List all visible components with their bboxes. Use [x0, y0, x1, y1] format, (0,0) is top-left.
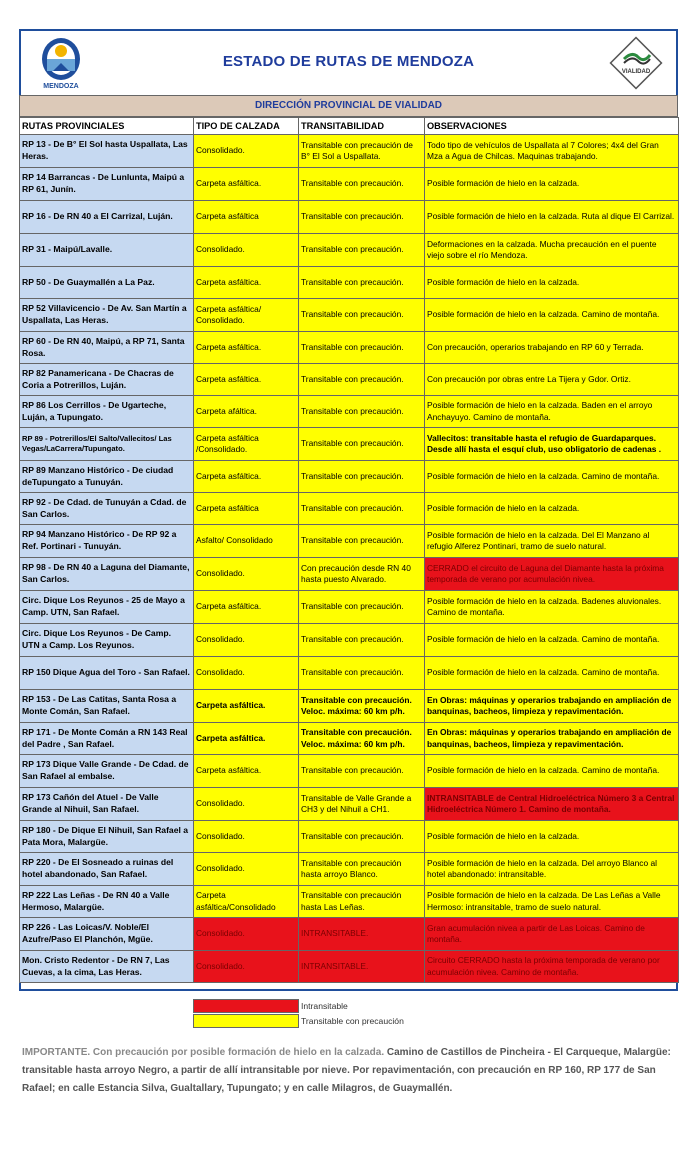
transitabilidad-cell: Transitable de Valle Grande a CH3 y del Nihuil a CH1. [299, 788, 425, 821]
transitabilidad-cell: Transitable con precaución hasta Las Leñas. [299, 886, 425, 918]
route-cell: RP 89 Manzano Histórico - De ciudad deTupungato a Tunuyán. [20, 461, 194, 493]
col-rutas: RUTAS PROVINCIALES [20, 118, 194, 135]
calzada-cell: Carpeta asfáltica [194, 493, 299, 525]
table-row [20, 396, 679, 428]
route-cell: RP 153 - De Las Catitas, Santa Rosa a Monte Comán, San Rafael. [20, 690, 194, 723]
calzada-cell: Carpeta asfáltica. [194, 267, 299, 299]
observaciones-cell: Vallecitos: transitable hasta el refugio de Guardaparques. Desde allí hasta el esquí club, uso obligatorio de cadenas . [425, 428, 679, 461]
legend-item-precaucion [193, 1013, 404, 1028]
col-calzada: TIPO DE CALZADA [194, 118, 299, 135]
transitabilidad-cell: Transitable con precaución. [299, 821, 425, 853]
calzada-cell: Carpeta asfáltica/ Consolidado. [194, 299, 299, 332]
transitabilidad-cell: Con precaución desde RN 40 hasta puesto Alvarado. [299, 558, 425, 591]
route-cell: RP 16 - De RN 40 a El Carrizal, Luján. [20, 201, 194, 234]
calzada-cell: Carpeta asfáltica. [194, 364, 299, 396]
route-cell: RP 52 Villavicencio - De Av. San Martín a Uspallata, Las Heras. [20, 299, 194, 332]
calzada-cell: Carpeta asfáltica. [194, 168, 299, 201]
table-row [20, 428, 679, 461]
observaciones-cell: Gran acumulación nivea a partir de Las Loicas. Camino de montaña. [425, 918, 679, 951]
transitabilidad-cell: Transitable con precaución. [299, 168, 425, 201]
table-row [20, 525, 679, 558]
route-cell: Circ. Dique Los Reyunos - De Camp. UTN a Camp. Los Reyunos. [20, 624, 194, 657]
legend-swatch [193, 999, 299, 1013]
table-row [20, 788, 679, 821]
col-transitabilidad: TRANSITABILIDAD [299, 118, 425, 135]
transitabilidad-cell: Transitable con precaución de B° El Sol a Uspallata. [299, 135, 425, 168]
routes-table [19, 117, 679, 983]
route-cell: RP 13 - De B° El Sol hasta Uspallata, Las Heras. [20, 135, 194, 168]
table-row [20, 201, 679, 234]
observaciones-cell: Posible formación de hielo en la calzada. Camino de montaña. [425, 624, 679, 657]
calzada-cell: Consolidado. [194, 234, 299, 267]
note-lead: IMPORTANTE. Con precaución por posible formación de hielo en la calzada. [22, 1047, 385, 1058]
route-cell: RP 180 - De Dique El Nihuil, San Rafael a Pata Mora, Malargüe. [20, 821, 194, 853]
transitabilidad-cell: Transitable con precaución. [299, 396, 425, 428]
route-cell: RP 171 - De Monte Comán a RN 143 Real del Padre , San Rafael. [20, 723, 194, 755]
table-row [20, 755, 679, 788]
table-row [20, 168, 679, 201]
important-note [22, 1044, 672, 1098]
transitabilidad-cell: Transitable con precaución. [299, 493, 425, 525]
header [19, 29, 678, 95]
transitabilidad-cell: Transitable con precaución. [299, 428, 425, 461]
calzada-cell: Carpeta asfáltica [194, 201, 299, 234]
transitabilidad-cell: Transitable con precaución. [299, 201, 425, 234]
table-row [20, 690, 679, 723]
transitabilidad-cell: Transitable con precaución. [299, 657, 425, 690]
observaciones-cell: Posible formación de hielo en la calzada. Del arroyo Blanco al hotel abandonado: intransitable. [425, 853, 679, 886]
page-title: ESTADO DE RUTAS DE MENDOZA [222, 53, 475, 70]
observaciones-cell: Posible formación de hielo en la calzada. Camino de montaña. [425, 755, 679, 788]
transitabilidad-cell: Transitable con precaución. [299, 461, 425, 493]
legend-swatch [193, 1014, 299, 1028]
calzada-cell: Carpeta afáltica. [194, 396, 299, 428]
route-cell: RP 89 - Potrerillos/El Salto/Vallecitos/ Las Vegas/LaCarrera/Tupungato. [20, 428, 194, 461]
transitabilidad-cell: INTRANSITABLE. [299, 918, 425, 951]
observaciones-cell: Posible formación de hielo en la calzada. [425, 493, 679, 525]
transitabilidad-cell: Transitable con precaución. [299, 234, 425, 267]
transitabilidad-cell: Transitable con precaución. [299, 299, 425, 332]
observaciones-cell: Posible formación de hielo en la calzada. Camino de montaña. [425, 461, 679, 493]
table-row [20, 853, 679, 886]
table-row [20, 135, 679, 168]
calzada-cell: Consolidado. [194, 788, 299, 821]
transitabilidad-cell: Transitable con precaución. [299, 364, 425, 396]
observaciones-cell: En Obras: máquinas y operarios trabajando en ampliación de banquinas, bacheos, limpieza y repavimentación. [425, 690, 679, 723]
route-cell: RP 94 Manzano Histórico - De RP 92 a Ref. Portinari - Tunuyán. [20, 525, 194, 558]
table-row [20, 364, 679, 396]
transitabilidad-cell: Transitable con precaución. [299, 591, 425, 624]
note-body: Camino de Castillos de Pincheira - El Carqueque, Malargüe: transitable hasta arroyo Negro, a partir de allí intransitable por nieve. Por repavimentación, con precaución en RP 160, RP 177 de San Rafael; en calle Estancia Silva, Gualtallary, Tupungato; y en calle Milagros, de Guaymallén. [22, 1047, 671, 1094]
table-row [20, 951, 679, 983]
table-row [20, 821, 679, 853]
route-cell: Mon. Cristo Redentor - De RN 7, Las Cuevas, a la cima, Las Heras. [20, 951, 194, 983]
legend-label: Intransitable [301, 1000, 348, 1011]
observaciones-cell: Posible formación de hielo en la calzada. Camino de montaña. [425, 299, 679, 332]
route-cell: RP 150 Dique Agua del Toro - San Rafael. [20, 657, 194, 690]
route-cell: RP 86 Los Cerrillos - De Ugarteche, Luján, a Tupungato. [20, 396, 194, 428]
calzada-cell: Consolidado. [194, 135, 299, 168]
legend-item-intransitable [193, 998, 404, 1013]
table-row [20, 234, 679, 267]
legend [193, 998, 404, 1028]
transitabilidad-cell: Transitable con precaución. Veloc. máxima: 60 km p/h. [299, 723, 425, 755]
table-row [20, 624, 679, 657]
calzada-cell: Carpeta asfáltica. [194, 461, 299, 493]
table-row [20, 558, 679, 591]
observaciones-cell: Posible formación de hielo en la calzada. Baden en el arroyo Anchayuyo. Camino de montaña. [425, 396, 679, 428]
route-cell: RP 173 Cañón del Atuel - De Valle Grande al Nihuil, San Rafael. [20, 788, 194, 821]
observaciones-cell: CERRADO el circuito de Laguna del Diamante hasta la próxima temporada de verano por acumulación nivea. [425, 558, 679, 591]
transitabilidad-cell: Transitable con precaución hasta arroyo Blanco. [299, 853, 425, 886]
observaciones-cell: Posible formación de hielo en la calzada. Camino de montaña. [425, 657, 679, 690]
table-row [20, 332, 679, 364]
calzada-cell: Carpeta asfáltica. [194, 755, 299, 788]
observaciones-cell: Deformaciones en la calzada. Mucha precaución en el puente viejo sobre el río Mendoza. [425, 234, 679, 267]
observaciones-cell: Posible formación de hielo en la calzada. [425, 267, 679, 299]
route-cell: RP 98 - De RN 40 a Laguna del Diamante, San Carlos. [20, 558, 194, 591]
route-cell: RP 82 Panamericana - De Chacras de Coria a Potrerillos, Luján. [20, 364, 194, 396]
subheader: DIRECCIÓN PROVINCIAL DE VIALIDAD [19, 95, 678, 117]
table-row [20, 918, 679, 951]
table-row [20, 657, 679, 690]
transitabilidad-cell: Transitable con precaución. Veloc. máxima: 60 km p/h. [299, 690, 425, 723]
calzada-cell: Asfalto/ Consolidado [194, 525, 299, 558]
transitabilidad-cell: Transitable con precaución. [299, 624, 425, 657]
calzada-cell: Carpeta asfáltica. [194, 723, 299, 755]
calzada-cell: Carpeta asfáltica/Consolidado [194, 886, 299, 918]
observaciones-cell: Con precaución, operarios trabajando en RP 60 y Terrada. [425, 332, 679, 364]
route-cell: RP 226 - Las Loicas/V. Noble/El Azufre/Paso El Planchón, Mgüe. [20, 918, 194, 951]
calzada-cell: Carpeta asfáltica. [194, 591, 299, 624]
logo-left-text: MENDOZA [43, 83, 79, 90]
route-cell: RP 220 - De El Sosneado a ruinas del hotel abandonado, San Rafael. [20, 853, 194, 886]
transitabilidad-cell: INTRANSITABLE. [299, 951, 425, 983]
observaciones-cell: INTRANSITABLE de Central Hidroeléctrica Número 3 a Central Hidroeléctrica Número 1. Camino de montaña. [425, 788, 679, 821]
route-cell: RP 31 - Maipú/Lavalle. [20, 234, 194, 267]
route-cell: RP 222 Las Leñas - De RN 40 a Valle Hermoso, Malargüe. [20, 886, 194, 918]
calzada-cell: Carpeta asfáltica. [194, 690, 299, 723]
observaciones-cell: Con precaución por obras entre La Tijera y Gdor. Ortiz. [425, 364, 679, 396]
route-cell: RP 50 - De Guaymallén a La Paz. [20, 267, 194, 299]
calzada-cell: Consolidado. [194, 853, 299, 886]
route-cell: RP 14 Barrancas - De Lunlunta, Maipú a RP 61, Junín. [20, 168, 194, 201]
table-row [20, 723, 679, 755]
observaciones-cell: Posible formación de hielo en la calzada. [425, 821, 679, 853]
table-row [20, 299, 679, 332]
legend-label: Transitable con precaución [301, 1015, 404, 1026]
col-observaciones: OBSERVACIONES [425, 118, 679, 135]
observaciones-cell: Posible formación de hielo en la calzada. Del El Manzano al refugio Alferez Pontinari, tramo de suelo natural. [425, 525, 679, 558]
transitabilidad-cell: Transitable con precaución. [299, 332, 425, 364]
table-row [20, 267, 679, 299]
observaciones-cell: Posible formación de hielo en la calzada. [425, 168, 679, 201]
table-row [20, 886, 679, 918]
calzada-cell: Consolidado. [194, 918, 299, 951]
calzada-cell: Consolidado. [194, 821, 299, 853]
route-cell: Circ. Dique Los Reyunos - 25 de Mayo a Camp. UTN, San Rafael. [20, 591, 194, 624]
route-cell: RP 173 Dique Valle Grande - De Cdad. de San Rafael al embalse. [20, 755, 194, 788]
table-row [20, 591, 679, 624]
table-row [20, 461, 679, 493]
calzada-cell: Consolidado. [194, 657, 299, 690]
calzada-cell: Consolidado. [194, 624, 299, 657]
logo-right-text: VIALIDAD [621, 69, 651, 75]
calzada-cell: Carpeta asfáltica. [194, 332, 299, 364]
transitabilidad-cell: Transitable con precaución. [299, 755, 425, 788]
observaciones-cell: Posible formación de hielo en la calzada. De Las Leñas a Valle Hermoso: intransitable, tramo de suelo natural. [425, 886, 679, 918]
calzada-cell: Consolidado. [194, 951, 299, 983]
observaciones-cell: Todo tipo de vehículos de Uspallata al 7 Colores; 4x4 del Gran Mza a Agua de Chilcas. Maquinas trabajando. [425, 135, 679, 168]
observaciones-cell: En Obras: máquinas y operarios trabajando en ampliación de banquinas, bacheos, limpieza y repavimentación. [425, 723, 679, 755]
table-body [20, 135, 679, 983]
observaciones-cell: Posible formación de hielo en la calzada. Badenes aluvionales. Camino de montaña. [425, 591, 679, 624]
observaciones-cell: Posible formación de hielo en la calzada. Ruta al dique El Carrizal. [425, 201, 679, 234]
table-header-row [20, 118, 679, 135]
transitabilidad-cell: Transitable con precaución. [299, 267, 425, 299]
observaciones-cell: Circuito CERRADO hasta la próxima temporada de verano por acumulación nivea. Camino de montaña. [425, 951, 679, 983]
transitabilidad-cell: Transitable con precaución. [299, 525, 425, 558]
calzada-cell: Consolidado. [194, 558, 299, 591]
route-cell: RP 92 - De Cdad. de Tunuyán a Cdad. de San Carlos. [20, 493, 194, 525]
calzada-cell: Carpeta asfáltica /Consolidado. [194, 428, 299, 461]
vialidad-logo [608, 35, 664, 91]
route-cell: RP 60 - De RN 40, Maipú, a RP 71, Santa Rosa. [20, 332, 194, 364]
table-row [20, 493, 679, 525]
